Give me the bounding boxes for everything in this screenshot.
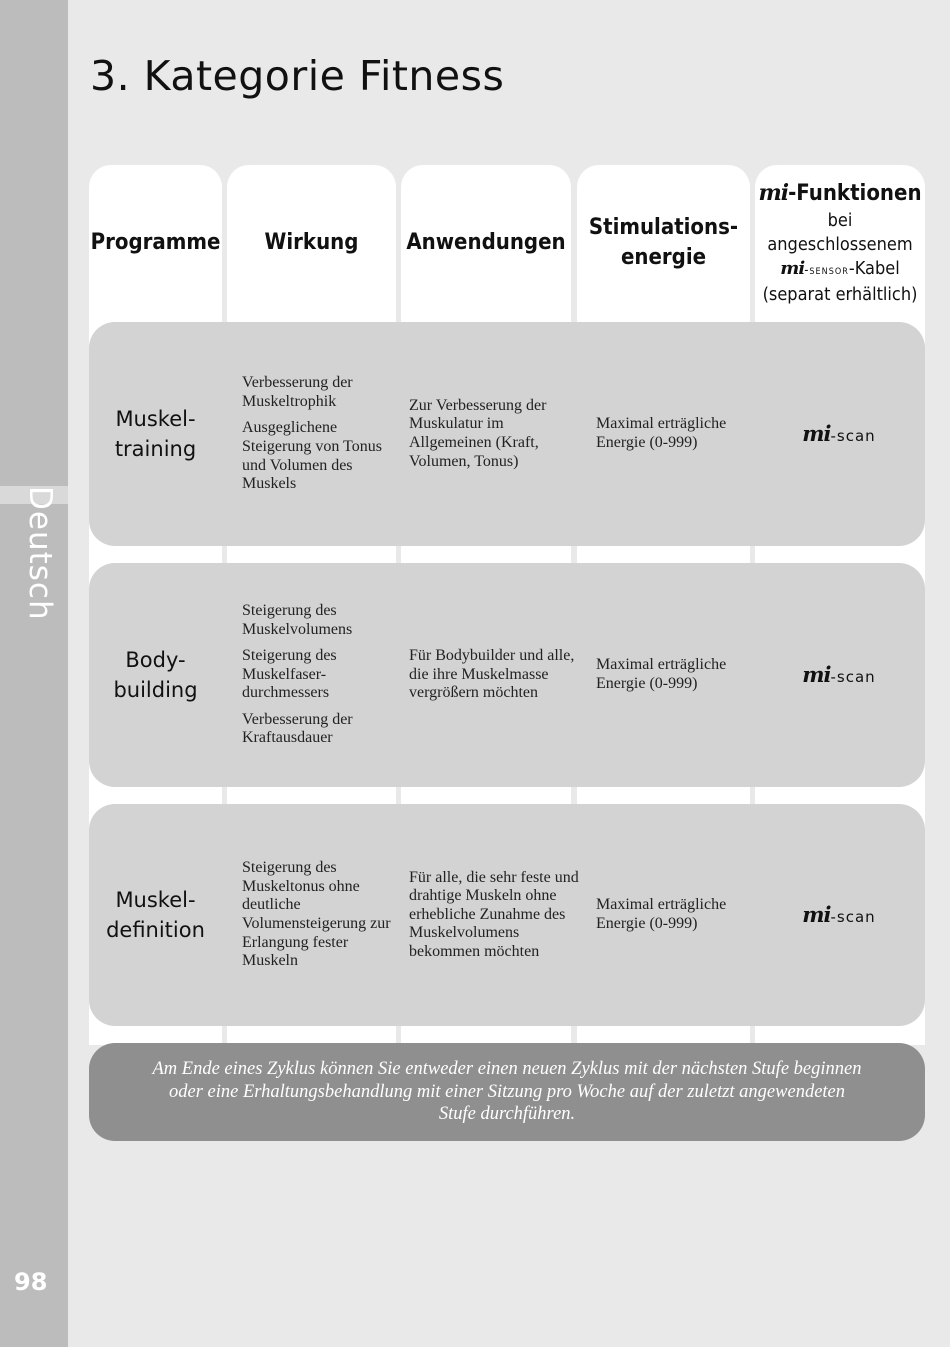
mi-scan-label bbox=[802, 902, 875, 928]
mi-logo: mi bbox=[802, 662, 831, 687]
anwendungen-cell bbox=[409, 804, 579, 1026]
anwendungen-cell bbox=[409, 563, 579, 787]
footer-note bbox=[89, 1043, 925, 1141]
table-row bbox=[89, 322, 925, 546]
scan-label: -scan bbox=[830, 668, 876, 686]
programm-line1: Body- bbox=[125, 648, 186, 672]
header-stimulation bbox=[577, 165, 750, 320]
header-anwendungen bbox=[401, 165, 571, 320]
header-mi-line4: (separat erhältlich) bbox=[762, 284, 918, 305]
mi-logo: mi bbox=[802, 902, 831, 927]
header-wirkung bbox=[227, 165, 396, 320]
stimulation-cell bbox=[596, 322, 756, 546]
header-programme bbox=[89, 165, 222, 320]
programm-line2: building bbox=[113, 678, 198, 702]
programm-line1: Muskel- bbox=[115, 407, 196, 431]
header-stimulation-line1: Stimulations- bbox=[588, 214, 739, 240]
wirkung-item: Steigerung des Muskelvolumens bbox=[242, 601, 353, 638]
page-number: 98 bbox=[14, 1268, 48, 1296]
table-row bbox=[89, 563, 925, 787]
programm-name bbox=[89, 322, 222, 546]
header-mi-line3 bbox=[780, 257, 899, 283]
wirkung-cell bbox=[242, 563, 402, 787]
stimulation-text: Maximal erträgliche Energie (0-999) bbox=[596, 656, 727, 692]
footer-note-line2: oder eine Erhaltungsbehandlung mit einer Sitzung pro Woche auf der zuletzt angewendeten bbox=[168, 1081, 846, 1102]
programm-name bbox=[89, 804, 222, 1026]
programm-line2: training bbox=[114, 437, 197, 461]
header-wirkung-label: Wirkung bbox=[264, 229, 359, 255]
programm-line2: definition bbox=[106, 918, 205, 942]
footer-note-line3: Stufe durchführen. bbox=[438, 1104, 576, 1125]
mi-function-cell bbox=[754, 563, 924, 787]
mi-function-cell bbox=[754, 804, 924, 1026]
wirkung-cell bbox=[242, 804, 402, 1026]
kabel-label: -Kabel bbox=[848, 258, 900, 279]
sensor-label: -sensor bbox=[804, 263, 849, 278]
header-mi-line1: bei bbox=[827, 210, 853, 231]
wirkung-cell bbox=[242, 322, 402, 546]
programm-name bbox=[89, 563, 222, 787]
stimulation-text: Maximal erträgliche Energie (0-999) bbox=[596, 415, 727, 451]
page-title: 3. Kategorie Fitness bbox=[90, 52, 505, 100]
anwendungen-text: Für Bodybuilder und alle, die ihre Muskelmasse vergrößern möchten bbox=[409, 647, 575, 702]
anwendungen-cell bbox=[409, 322, 579, 546]
header-mi-title-text: -Funktionen bbox=[788, 181, 922, 206]
language-label: Deutsch bbox=[22, 486, 58, 621]
header-mi-funktionen bbox=[755, 165, 925, 320]
table-row bbox=[89, 804, 925, 1026]
anwendungen-text: Zur Verbesserung der Muskulatur im Allgemeinen (Kraft, Volumen, Tonus) bbox=[409, 396, 547, 470]
sidebar bbox=[0, 0, 68, 1347]
wirkung-item: Ausgeglichene Steigerung von Tonus und Volumen des Muskels bbox=[242, 419, 382, 493]
wirkung-item: Steigerung des Muskeltonus ohne deutliche Volumensteigerung zur Erlangung fester Muskeln bbox=[242, 859, 391, 970]
header-anwendungen-label: Anwendungen bbox=[406, 229, 566, 255]
wirkung-item: Verbesserung der Kraftausdauer bbox=[242, 710, 353, 747]
mi-logo: mi bbox=[758, 180, 789, 206]
stimulation-text: Maximal erträgliche Energie (0-999) bbox=[596, 896, 727, 932]
programm-line1: Muskel- bbox=[115, 888, 196, 912]
header-mi-title bbox=[758, 178, 921, 209]
anwendungen-text: Für alle, die sehr feste und drahtige Muskeln ohne erhebliche Zunahme des Muskelvolumens bekommen möchten bbox=[409, 868, 579, 960]
wirkung-item: Verbesserung der Muskeltrophik bbox=[242, 374, 353, 410]
mi-function-cell bbox=[754, 322, 924, 546]
header-mi-line2: angeschlossenem bbox=[767, 234, 913, 255]
header-stimulation-line2: energie bbox=[620, 244, 707, 270]
scan-label: -scan bbox=[830, 908, 876, 926]
scan-label: -scan bbox=[830, 427, 876, 445]
mi-scan-label bbox=[802, 421, 875, 447]
stimulation-cell bbox=[596, 563, 756, 787]
mi-scan-label bbox=[802, 662, 875, 688]
mi-logo: mi bbox=[802, 421, 831, 446]
footer-note-line1: Am Ende eines Zyklus können Sie entweder einen neuen Zyklus mit der nächsten Stufe beginnen bbox=[152, 1059, 862, 1080]
header-programme-label: Programme bbox=[90, 229, 221, 255]
stimulation-cell bbox=[596, 804, 756, 1026]
mi-logo: mi bbox=[780, 258, 805, 279]
wirkung-item: Steigerung des Muskelfaser-durchmessers bbox=[242, 647, 337, 702]
